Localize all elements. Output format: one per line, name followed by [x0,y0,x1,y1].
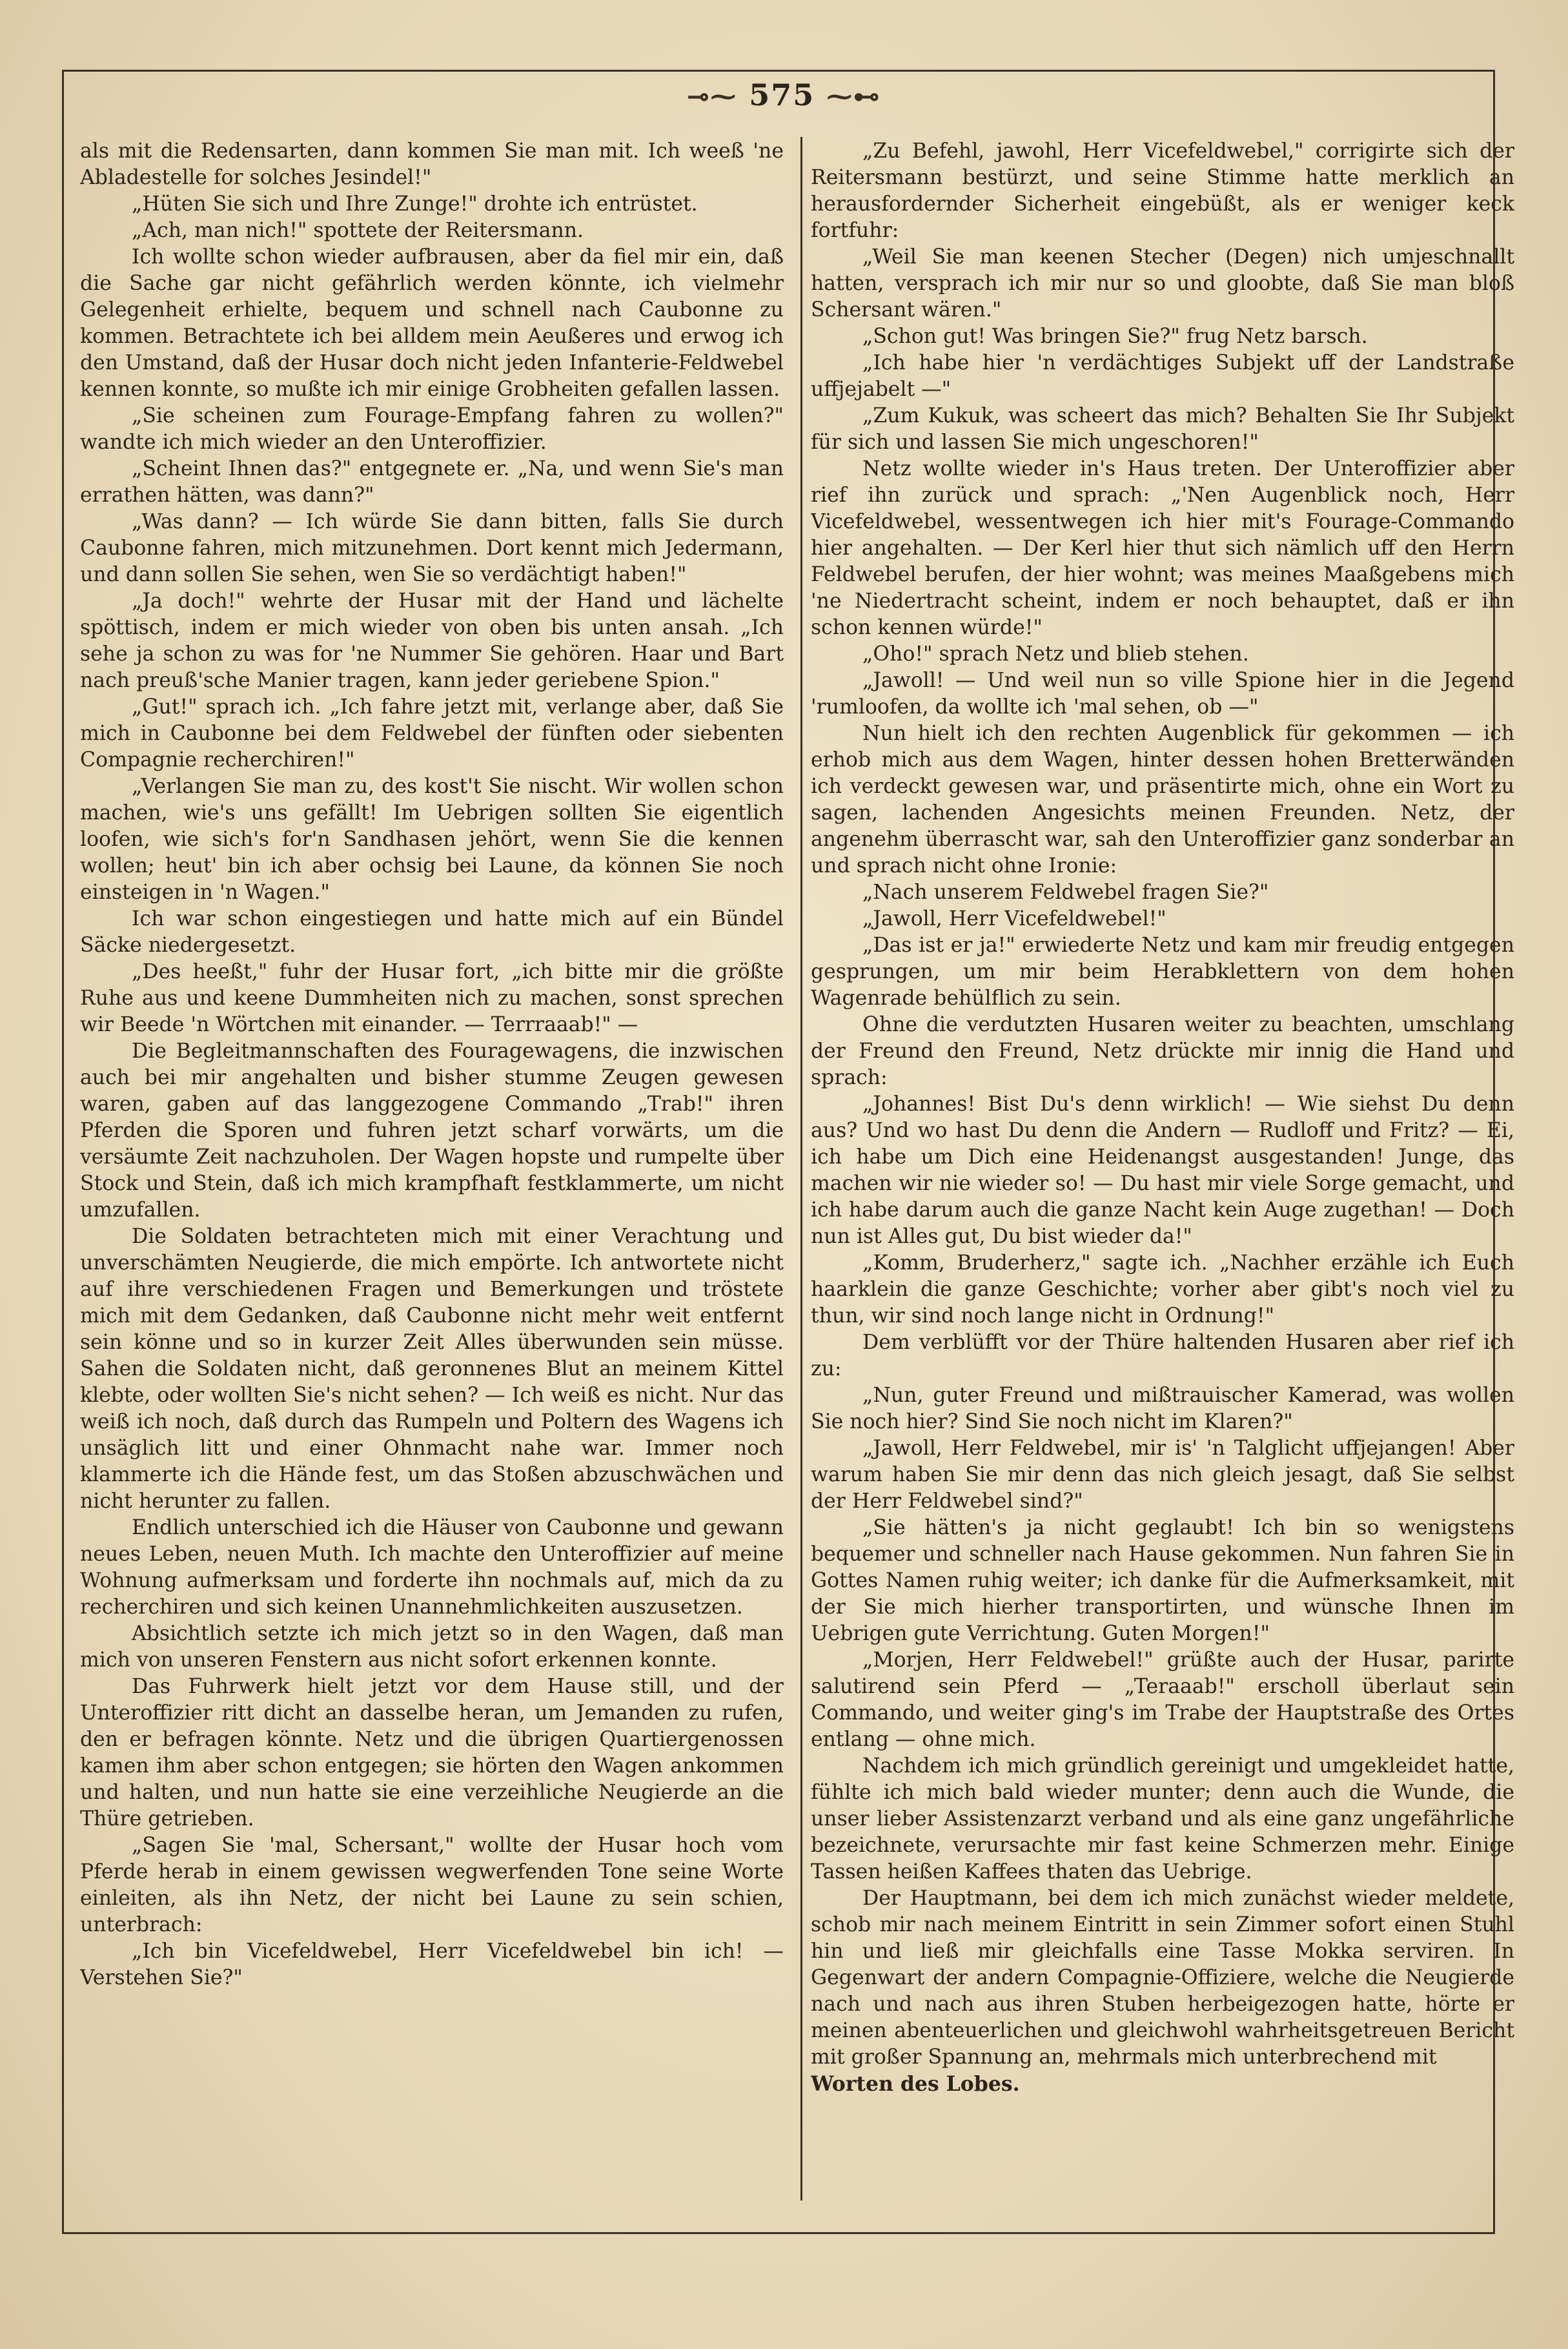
paragraph: Nun hielt ich den rechten Augenblick für gekommen — ich erhob mich aus dem Wagen, hinter dessen hohen Bretterwänden ich verdeckt gewesen war, und präsentirte mich, ohne ein Wort zu sagen, lachenden Angesichts meinen Freunden. Netz, der angenehm überrascht war, sah den Unteroffizier ganz sonderbar an und sprach nicht ohne Ironie: [811,722,1514,877]
paragraph: „Jawoll, Herr Feldwebel, mir is' 'n Talglicht uffjejangen! Aber warum haben Sie mir denn das nich gleich jesagt, daß Sie selbst der Herr Feldwebel sind?" [811,1437,1514,1513]
paragraph: „Sie hätten's ja nicht geglaubt! Ich bin so wenigstens bequemer und schneller nach Hause gekommen. Nun fahren Sie in Gottes Namen ruhig weiter; ich danke für die Aufmerksamkeit, mit der Sie mich hierher transportirten, und wünsche Ihnen im Uebrigen gute Verrichtung. Guten Morgen!" [811,1516,1514,1645]
paragraph: Ich war schon eingestiegen und hatte mich auf ein Bündel Säcke niedergesetzt. [80,907,784,957]
paragraph: „Schon gut! Was bringen Sie?" frug Netz barsch. [862,325,1368,348]
paragraph: „Jawoll! — Und weil nun so ville Spione hier in die Jegend 'rumloofen, da wollte ich 'mal sehen, ob —" [811,669,1514,719]
paragraph: „Hüten Sie sich und Ihre Zunge!" drohte ich entrüstet. [132,192,698,216]
paragraph: Die Begleitmannschaften des Fouragewagens, die inzwischen auch bei mir angehalten und bisher stumme Zeugen gewesen waren, gaben auf das langgezogene Commando „Trab!" ihren Pferden die Sporen und fuhren jetzt scharf vorwärts, um die versäumte Zeit nachzuholen. Der Wagen hopste und rumpelte über Stock und Stein, daß ich mich krampfhaft festklammerte, um nicht umzufallen. [80,1040,784,1222]
paragraph: „Johannes! Bist Du's denn wirklich! — Wie siehst Du denn aus? Und wo hast Du denn die Andern — Rudloff und Fritz? — Ei, ich habe um Dich eine Heidenangst ausgestanden! Junge, das machen wir nie wieder so! — Du hast mir viele Sorge gemacht, und ich habe darum auch die ganze Nacht kein Auge zugethan! — Doch nun ist Alles gut, Du bist wieder da!" [811,1092,1514,1248]
page-number: 575 [749,77,815,112]
closing-line: Worten des Lobes. [811,2072,1020,2096]
paragraph: „Komm, Bruderherz," sagte ich. „Nachher erzähle ich Euch haarklein die ganze Geschichte; vorher aber gibt's noch viel zu thun, wir sind noch lange nicht in Ordnung!" [811,1251,1514,1328]
paragraph: „Jawoll, Herr Vicefeldwebel!" [862,907,1166,930]
paragraph: „Ich habe hier 'n verdächtiges Subjekt uff der Landstraße uffjejabelt —" [811,351,1514,401]
paragraph: „Des heeßt," fuhr der Husar fort, „ich bitte mir die größte Ruhe aus und keene Dummheiten nich zu machen, sonst sprechen wir Beede 'n Wörtchen mit einander. — Terrraaab!" — [80,960,784,1036]
paragraph: „Was dann? — Ich würde Sie dann bitten, falls Sie durch Caubonne fahren, mich mitzunehmen. Dort kennt mich Jedermann, und dann sollen Sie sehen, wen Sie so verdächtigt haben!" [80,510,784,586]
paragraph: „Ach, man nich!" spottete der Reitersmann. [132,219,584,242]
paragraph: „Nach unserem Feldwebel fragen Sie?" [862,881,1269,904]
column-divider [800,137,802,2200]
ornament-left-icon: ⊸⁓ [687,81,738,112]
paragraph: „Ich bin Vicefeldwebel, Herr Vicefeldwebel bin ich! — Verstehen Sie?" [80,1940,784,1989]
paragraph: „Zu Befehl, jawohl, Herr Vicefeldwebel," corrigirte sich der Reitersmann bestürzt, und seine Stimme hatte merklich an herausfordernder Sicherheit eingebüßt, als er weniger keck fortfuhr: [811,139,1514,242]
right-column [811,138,1514,2217]
paragraph: Ohne die verdutzten Husaren weiter zu beachten, umschlang der Freund den Freund, Netz drückte mir innig die Hand und sprach: [811,1013,1514,1089]
paragraph: Endlich unterschied ich die Häuser von Caubonne und gewann neues Leben, neuen Muth. Ich machte den Unteroffizier auf meine Wohnung aufmerksam und forderte ihn nochmals auf, mich da zu recherchiren und sich keinen Unannehmlichkeiten auszusetzen. [80,1516,784,1619]
paragraph: „Morjen, Herr Feldwebel!" grüßte auch der Husar, parirte salutirend sein Pferd — „Teraaab!" erscholl überlaut sein Commando, und weiter ging's im Trabe der Hauptstraße des Ortes entlang — ohne mich. [811,1648,1514,1751]
paragraph: „Weil Sie man keenen Stecher (Degen) nich umjeschnallt hatten, versprach ich mir nur so und gloobte, daß Sie man bloß Schersant wären." [811,245,1514,322]
paragraph: „Oho!" sprach Netz und blieb stehen. [862,642,1249,666]
paragraph: Die Soldaten betrachteten mich mit einer Verachtung und unverschämten Neugierde, die mich empörte. Ich antwortete nicht auf ihre verschiedenen Fragen und Bemerkungen und tröstete mich mit dem Gedanken, daß Caubonne nicht mehr weit entfernt sein könne und so in kurzer Zeit Alles überwunden sein müsse. Sahen die Soldaten nicht, daß geronnenes Blut an meinem Kittel klebte, oder wollten Sie's nicht sehen? — Ich weiß es nicht. Nur das weiß ich noch, daß durch das Rumpeln und Poltern des Wagens ich unsäglich litt und einer Ohnmacht nahe war. Immer noch klammerte ich die Hände fest, um das Stoßen abzuschwächen und nicht herunter zu fallen. [80,1225,784,1513]
paragraph: Dem verblüfft vor der Thüre haltenden Husaren aber rief ich zu: [811,1331,1514,1380]
paragraph: „Nun, guter Freund und mißtrauischer Kamerad, was wollen Sie noch hier? Sind Sie noch nicht im Klaren?" [811,1384,1514,1433]
page-header [0,77,1568,112]
paragraph: „Zum Kukuk, was scheert das mich? Behalten Sie Ihr Subjekt für sich und lassen Sie mich ungeschoren!" [811,404,1514,454]
paragraph: Absichtlich setzte ich mich jetzt so in den Wagen, daß man mich von unseren Fenstern aus nicht sofort erkennen konnte. [80,1622,784,1672]
paragraph: Ich wollte schon wieder aufbrausen, aber da fiel mir ein, daß die Sache gar nicht gefährlich werden könnte, ich vielmehr Gelegenheit erhielte, bequem und schnell nach Caubonne zu kommen. Betrachtete ich bei alldem mein Aeußeres und erwog ich den Umstand, daß der Husar doch nicht jeden Infanterie-Feldwebel kennen konnte, so mußte ich mir einige Grobheiten gefallen lassen. [80,245,784,401]
paragraph: Nachdem ich mich gründlich gereinigt und umgekleidet hatte, fühlte ich mich bald wieder munter; denn auch die Wunde, die unser lieber Assistenzarzt verband und als eine ganz ungefährliche bezeichnete, verursachte mir fast keine Schmerzen mehr. Einige Tassen heißen Kaffees thaten das Uebrige. [811,1754,1514,1883]
paragraph: Das Fuhrwerk hielt jetzt vor dem Hause still, und der Unteroffizier ritt dicht an dasselbe heran, um Jemanden zu rufen, den er befragen könnte. Netz und die übrigen Quartiergenossen kamen ihm aber schon entgegen; sie hörten den Wagen ankommen und halten, und nun hatte sie eine verzeihliche Neugierde an die Thüre getrieben. [80,1675,784,1831]
paragraph: „Scheint Ihnen das?" entgegnete er. „Na, und wenn Sie's man errathen hätten, was dann?" [80,457,784,507]
paragraph: „Sie scheinen zum Fourage-Empfang fahren zu wollen?" wandte ich mich wieder an den Unteroffizier. [80,404,784,454]
paragraph: Netz wollte wieder in's Haus treten. Der Unteroffizier aber rief ihn zurück und sprach: „'Nen Augenblick noch, Herr Vicefeldwebel, wessentwegen ich hier mit's Fourage-Commando hier angehalten. — Der Kerl hier thut sich nämlich uff den Herrn Feldwebel berufen, der hier wohnt; was meines Maaßgebens mich 'ne Niedertracht scheint, indem er noch behauptet, daß er ihn schon kennen würde!" [811,457,1514,639]
paragraph: Der Hauptmann, bei dem ich mich zunächst wieder meldete, schob mir nach meinem Eintritt in sein Zimmer sofort einen Stuhl hin und ließ mir gleichfalls eine Tasse Mokka serviren. In Gegenwart der andern Compagnie-Offiziere, welche die Neugierde nach und nach aus ihren Stuben herbeigezogen hatte, hörte er meinen abenteuerlichen und gleichwohl wahrheitsgetreuen Bericht mit großer Spannung an, mehrmals mich unterbrechend mit [811,1887,1514,2069]
paragraph: „Ja doch!" wehrte der Husar mit der Hand und lächelte spöttisch, indem er mich wieder von oben bis unten ansah. „Ich sehe ja schon zu was for 'ne Nummer Sie gehören. Haar und Bart nach preuß'sche Manier tragen, kann jeder geriebene Spion." [80,590,784,692]
left-column [80,138,784,2217]
paragraph: „Verlangen Sie man zu, des kost't Sie nischt. Wir wollen schon machen, wie's uns gefällt! Im Uebrigen sollten Sie eigentlich loofen, wie sich's for'n Sandhasen jehört, wenn Sie die kennen wollen; heut' bin ich aber ochsig bei Laune, da können Sie noch einsteigen in 'n Wagen." [80,775,784,904]
paragraph: „Das ist er ja!" erwiederte Netz und kam mir freudig entgegen gesprungen, um mir beim Herabklettern von dem hohen Wagenrade behülflich zu sein. [811,934,1514,1010]
paragraph: als mit die Redensarten, dann kommen Sie man mit. Ich weeß 'ne Abladestelle for solches Jesindel!" [80,139,784,189]
paragraph: „Gut!" sprach ich. „Ich fahre jetzt mit, verlange aber, daß Sie mich in Caubonne bei dem Feldwebel der fünften oder siebenten Compagnie recherchiren!" [80,695,784,772]
ornament-right-icon: ⁓⊷ [826,81,881,112]
paragraph: „Sagen Sie 'mal, Schersant," wollte der Husar hoch vom Pferde herab in einem gewissen wegwerfenden Tone seine Worte einleiten, als ihn Netz, der nicht bei Laune zu sein schien, unterbrach: [80,1834,784,1936]
